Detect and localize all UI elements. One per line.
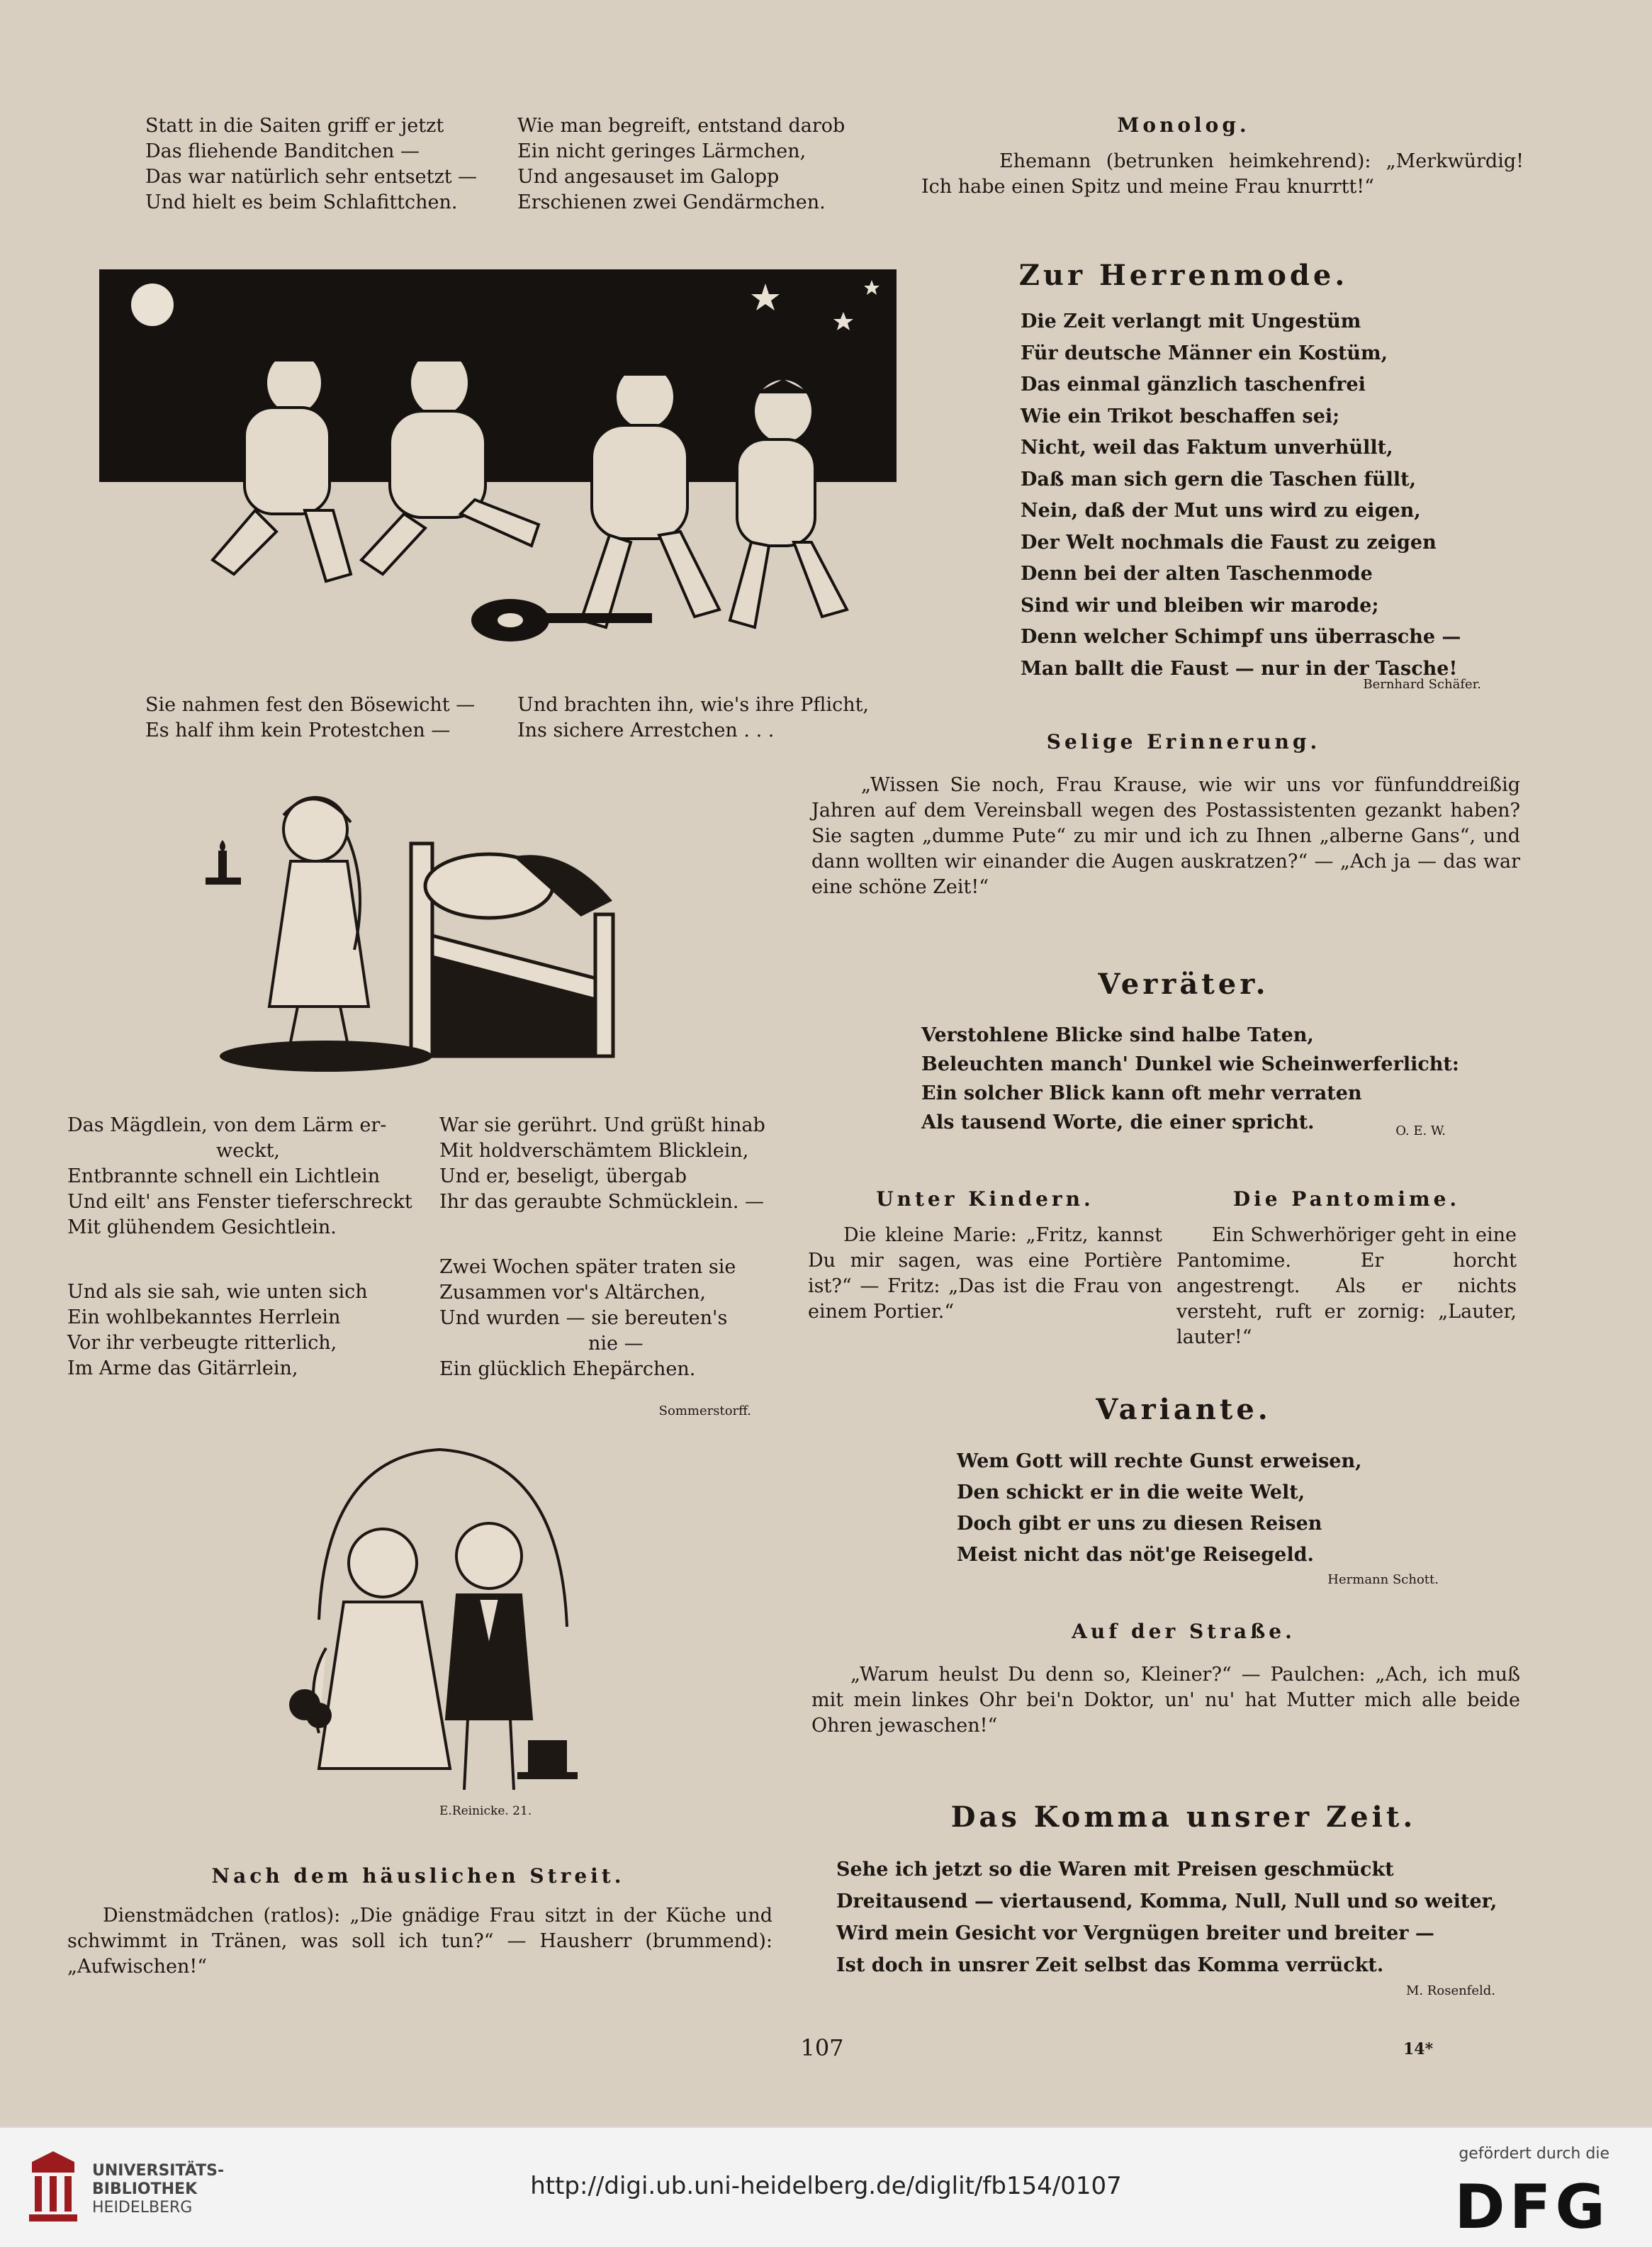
verse-line: Wie man begreift, entstand darob [517, 115, 845, 137]
top-hat-icon [517, 1740, 578, 1779]
bouquet-icon [289, 1689, 332, 1728]
section-title: Variante. [1096, 1393, 1271, 1426]
section-title: Die Pantomime. [1232, 1187, 1461, 1211]
verse-line: Und brachten ihn, wie's ihre Pflicht, [517, 694, 870, 716]
poem-line: Wie ein Trikot beschaffen sei; [1021, 405, 1340, 427]
verse-line: Ein nicht geringes Lärmchen, [517, 140, 807, 162]
poem-komma [836, 1854, 1517, 1981]
verse-line: Und angesauset im Galopp [517, 166, 780, 188]
verse-line: Und er, beseligt, übergab [439, 1165, 687, 1187]
section-title: Zur Herrenmode. [1018, 259, 1349, 292]
poem-variante [957, 1446, 1488, 1571]
verse-line: nie — [588, 1333, 644, 1355]
verse-top-right [517, 113, 858, 215]
poem-line: Als tausend Worte, die einer spricht. [921, 1111, 1315, 1133]
author: Bernhard Schäfer. [1363, 677, 1481, 692]
candle-icon [206, 840, 241, 885]
section-text: „Warum heulst Du denn so, Kleiner?“ — Paulchen: „Ach, ich muß mit mein linkes Ohr bei'n Doktor, un' nu' hat Mutter mich alle beide Ohren jewaschen!“ [811, 1664, 1520, 1737]
poem-line: Die Zeit verlangt mit Ungestüm [1021, 310, 1361, 332]
page-number: 107 [800, 2034, 844, 2061]
library-name-line: BIBLIOTHEK [92, 2180, 198, 2198]
signature: Sommerstorff. [658, 1403, 751, 1418]
verse-line: Es half ihm kein Protestchen — [145, 719, 451, 741]
dfg-logo: DFG [1454, 2172, 1609, 2243]
poem-line: Wem Gott will rechte Gunst erweisen, [957, 1450, 1362, 1472]
verse-line: War sie gerührt. Und grüßt hinab [439, 1114, 765, 1136]
section-title: Selige Erinnerung. [1046, 730, 1321, 753]
poem-line: Der Welt nochmals die Faust zu zeigen [1021, 531, 1437, 554]
verse-line: Im Arme das Gitärrlein, [67, 1357, 298, 1379]
section-text: Die kleine Marie: „Fritz, kannst Du mir sagen, was eine Portière ist?“ — Fritz: „Das ist die Frau von einem Portier.“ [808, 1224, 1162, 1323]
verse-line: Ein glücklich Ehepärchen. [439, 1358, 696, 1380]
poem-line: Sind wir und bleiben wir marode; [1021, 594, 1379, 617]
poem-line: Denn bei der alten Taschenmode [1021, 563, 1373, 585]
poem-line: Ist doch in unsrer Zeit selbst das Komma verrückt. [836, 1954, 1384, 1976]
verse-line: Und hielt es beim Schlafittchen. [145, 191, 458, 213]
verse-line: Das fliehende Banditchen — [145, 140, 420, 162]
section-title: Nach dem häuslichen Streit. [211, 1864, 625, 1888]
poem-verraeter [921, 1021, 1488, 1137]
verse-top-left [145, 113, 478, 215]
guitar-icon [471, 599, 652, 641]
source-url-link[interactable]: http://digi.ub.uni-heidelberg.de/diglit/fb154/0107 [530, 2172, 1122, 2200]
poem-line: Sehe ich jetzt so die Waren mit Preisen geschmückt [836, 1859, 1394, 1881]
poem-herrenmode [1021, 306, 1517, 685]
verse-line: Mit glühendem Gesichtlein. [67, 1216, 337, 1238]
library-name-line: HEIDELBERG [92, 2199, 193, 2217]
verse-line: Zusammen vor's Altärchen, [439, 1282, 706, 1304]
poem-line: Ein solcher Blick kann oft mehr verraten [921, 1082, 1362, 1104]
verse-line: Zwei Wochen später traten sie [439, 1256, 736, 1278]
funding-label: gefördert durch die [1459, 2145, 1609, 2163]
verse-line: Das Mägdlein, von dem Lärm er- [67, 1114, 387, 1136]
poem-line: Nein, daß der Mut uns wird zu eigen, [1021, 500, 1421, 522]
section-title: Das Komma unsrer Zeit. [950, 1800, 1417, 1834]
poem-line: Man ballt die Faust — nur in der Tasche! [1021, 657, 1458, 680]
poem-line: Nicht, weil das Faktum unverhüllt, [1021, 437, 1393, 459]
library-name-line: UNIVERSITÄTS- [92, 2162, 225, 2180]
night-chase-illustration [92, 262, 907, 684]
verse-line: Und eilt' ans Fenster tieferschreckt [67, 1191, 412, 1213]
poem-line: Meist nicht das nöt'ge Reisegeld. [957, 1544, 1314, 1566]
poem-line: Den schickt er in die weite Welt, [957, 1481, 1305, 1503]
verse-low-left-a [67, 1113, 412, 1240]
girl-candle-illustration [184, 773, 659, 1092]
poem-line: Daß man sich gern die Taschen füllt, [1021, 468, 1416, 491]
section-title: Verräter. [1098, 968, 1269, 1001]
author: M. Rosenfeld. [1405, 1983, 1495, 1998]
author: O. E. W. [1395, 1124, 1446, 1138]
poem-line: Doch gibt er uns zu diesen Reisen [957, 1513, 1322, 1535]
section-title: Monolog. [1117, 113, 1250, 137]
illustration-signature: E.Reinicke. 21. [439, 1804, 532, 1818]
verse-line: Ins sichere Arrestchen . . . [517, 719, 775, 741]
poem-line: Dreitausend — viertausend, Komma, Null, Null und so weiter, [836, 1890, 1498, 1912]
poem-line: Beleuchten manch' Dunkel wie Scheinwerferlicht: [921, 1053, 1459, 1075]
section-text: Dienstmädchen (ratlos): „Die gnädige Frau sitzt in der Küche und schwimmt in Tränen, was soll ich tun?“ — Hausherr (brummend): „Aufwischen!“ [67, 1905, 772, 1978]
poem-line: Das einmal gänzlich taschenfrei [1021, 374, 1366, 396]
footer-bar [0, 2126, 1652, 2247]
verse-line: Mit holdverschämtem Blicklein, [439, 1140, 749, 1162]
verse-line: weckt, [216, 1140, 281, 1162]
sheet-mark: 14* [1403, 2040, 1434, 2058]
section-text: „Wissen Sie noch, Frau Krause, wie wir uns vor fünfunddreißig Jahren auf dem Vereinsball wegen des Postassistenten gezankt haben? Sie sagten „dumme Pute“ zu mir und ich zu Ihnen „alberne Gans“, und dann wollten wir einander die Augen auskratzen?“ — „Ach ja — das war eine schöne Zeit!“ [811, 774, 1520, 898]
poem-line: Wird mein Gesicht vor Vergnügen breiter und breiter — [836, 1922, 1434, 1944]
verse-mid-right [517, 693, 870, 744]
verse-line: Und als sie sah, wie unten sich [67, 1281, 368, 1303]
verse-line: Das war natürlich sehr entsetzt — [145, 166, 478, 188]
poem-line: Für deutsche Männer ein Kostüm, [1021, 342, 1388, 364]
verse-line: Und wurden — sie bereuten's [439, 1307, 728, 1329]
author: Hermann Schott. [1327, 1572, 1439, 1587]
verse-line: Ihr das geraubte Schmücklein. — [439, 1191, 764, 1213]
verse-mid-left [145, 693, 478, 744]
verse-line: Ein wohlbekanntes Herrlein [67, 1306, 341, 1328]
poem-line: Verstohlene Blicke sind halbe Taten, [921, 1024, 1314, 1046]
verse-line: Statt in die Saiten griff er jetzt [145, 115, 444, 137]
section-title: Unter Kindern. [876, 1187, 1094, 1211]
moon-icon [131, 284, 174, 326]
section-text: Ein Schwerhöriger geht in eine Pantomime. Er horcht angestrengt. Als er nichts versteht, ruft er zornig: „Lauter, lauter!“ [1176, 1224, 1517, 1348]
verse-low-right-a [439, 1113, 780, 1215]
poem-line: Denn welcher Schimpf uns überrasche — [1021, 626, 1461, 648]
verse-low-left-b [67, 1279, 408, 1382]
section-title: Auf der Straße. [1072, 1620, 1296, 1643]
verse-line: Vor ihr verbeugte ritterlich, [67, 1332, 337, 1354]
section-text: Ehemann (betrunken heimkehrend): „Merkwürdig! Ich habe einen Spitz und meine Frau knurrtt!“ [921, 150, 1524, 198]
verse-low-right-b [439, 1255, 780, 1382]
verse-line: Entbrannte schnell ein Lichtlein [67, 1165, 381, 1187]
wedding-couple-illustration [276, 1435, 595, 1818]
bed-icon [411, 844, 613, 1056]
verse-line: Sie nahmen fest den Bösewicht — [145, 694, 476, 716]
verse-line: Erschienen zwei Gendärmchen. [517, 191, 826, 213]
